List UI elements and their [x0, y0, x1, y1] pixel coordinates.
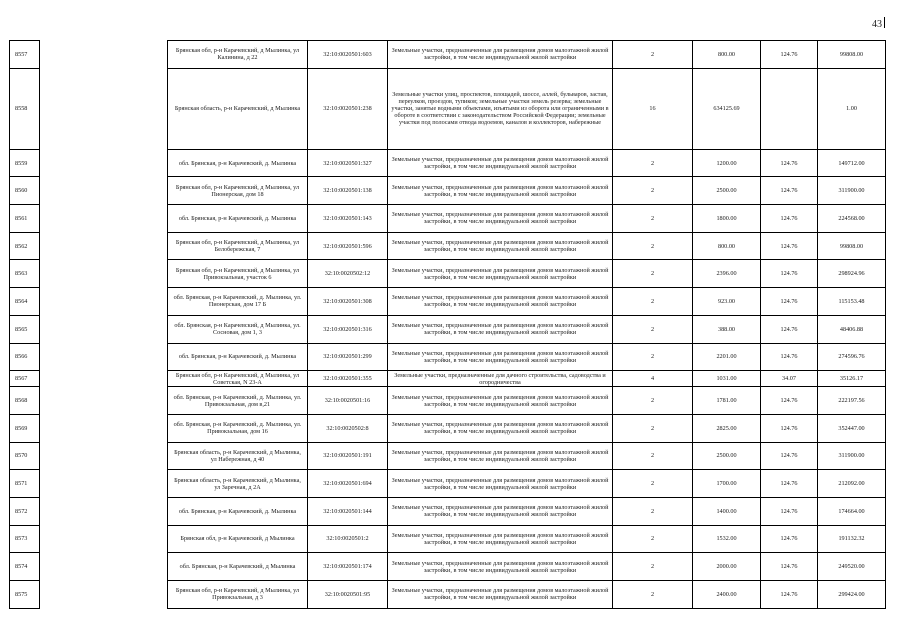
- cell-specific-value: 124.76: [761, 470, 818, 498]
- cell-land-use: Земельные участки, предназначенные для размещения домов малоэтажной жилой застройки, в том числе индивидуальной жилой застройки: [388, 260, 613, 288]
- page-number: [872, 17, 885, 31]
- cell-cadastral-value: 35126.17: [818, 371, 886, 387]
- cell-cadastral-value: 311900.00: [818, 177, 886, 205]
- cell-area: 923.00: [693, 288, 761, 316]
- cell-spacer: [40, 414, 168, 442]
- cell-group: 2: [613, 442, 693, 470]
- cell-cadastral-value: 298924.96: [818, 260, 886, 288]
- cell-group: 16: [613, 68, 693, 149]
- cell-row-number: 8571: [10, 470, 40, 498]
- cell-cadastral-number: 32:10:0020501:174: [308, 553, 388, 581]
- cell-cadastral-number: 32:10:0020501:299: [308, 343, 388, 371]
- cell-land-use: Земельные участки, предназначенные для дачного строительства, садоводства и огородничества: [388, 371, 613, 387]
- cell-area: 1800.00: [693, 205, 761, 233]
- cell-land-use: Земельные участки, предназначенные для размещения домов малоэтажной жилой застройки, в том числе индивидуальной жилой застройки: [388, 177, 613, 205]
- cell-group: 2: [613, 414, 693, 442]
- table-row: [10, 232, 886, 260]
- cell-area: 2825.00: [693, 414, 761, 442]
- cell-cadastral-number: 32:10:0020501:95: [308, 581, 388, 609]
- table-row: [10, 177, 886, 205]
- cell-specific-value: 124.76: [761, 232, 818, 260]
- cell-spacer: [40, 260, 168, 288]
- cell-row-number: 8560: [10, 177, 40, 205]
- cell-address: Брянская область, р-н Карачевский, д Мылинка, ул Набережная, д 40: [168, 442, 308, 470]
- cell-spacer: [40, 387, 168, 415]
- cell-land-use: Земельные участки, предназначенные для размещения домов малоэтажной жилой застройки, в том числе индивидуальной жилой застройки: [388, 288, 613, 316]
- cell-group: 2: [613, 177, 693, 205]
- cell-area: 2201.00: [693, 343, 761, 371]
- cell-spacer: [40, 68, 168, 149]
- cell-land-use: Земельные участки, предназначенные для размещения домов малоэтажной жилой застройки, в том числе индивидуальной жилой застройки: [388, 387, 613, 415]
- cell-row-number: 8575: [10, 581, 40, 609]
- cell-spacer: [40, 553, 168, 581]
- table-row: [10, 525, 886, 553]
- table-row: [10, 414, 886, 442]
- table-body: [10, 41, 886, 609]
- cell-land-use: Земельные участки, предназначенные для размещения домов малоэтажной жилой застройки, в том числе индивидуальной жилой застройки: [388, 315, 613, 343]
- cell-specific-value: 34.07: [761, 371, 818, 387]
- table-row: [10, 288, 886, 316]
- cell-address: Брянская область, р-н Карачевский, д Мылинка, ул Заречная, д 2А: [168, 470, 308, 498]
- cell-row-number: 8558: [10, 68, 40, 149]
- cell-specific-value: 124.76: [761, 315, 818, 343]
- cell-address: обл. Брянская, р-н Карачевский, д. Мылинка: [168, 343, 308, 371]
- cell-area: 2500.00: [693, 442, 761, 470]
- cell-row-number: 8564: [10, 288, 40, 316]
- cell-group: 2: [613, 315, 693, 343]
- cell-address: Брянская обл, р-н Карачевский, д Мылинка, ул Калинина, д 22: [168, 41, 308, 69]
- cell-land-use: Земельные участки, предназначенные для размещения домов малоэтажной жилой застройки, в том числе индивидуальной жилой застройки: [388, 581, 613, 609]
- cell-group: 2: [613, 343, 693, 371]
- cell-cadastral-value: 311900.00: [818, 442, 886, 470]
- cell-spacer: [40, 497, 168, 525]
- table-row: [10, 68, 886, 149]
- cell-group: 2: [613, 525, 693, 553]
- cell-address: Брянская обл, р-н Карачевский, д Мылинка: [168, 525, 308, 553]
- table-row: [10, 581, 886, 609]
- cell-spacer: [40, 371, 168, 387]
- table-row: [10, 470, 886, 498]
- cell-cadastral-number: 32:10:0020501:355: [308, 371, 388, 387]
- cell-address: Брянская область, р-н Карачевский, д Мылинка: [168, 68, 308, 149]
- cell-cadastral-number: 32:10:0020501:16: [308, 387, 388, 415]
- cell-spacer: [40, 315, 168, 343]
- cell-land-use: Земельные участки, предназначенные для размещения домов малоэтажной жилой застройки, в том числе индивидуальной жилой застройки: [388, 414, 613, 442]
- cell-cadastral-number: 32:10:0020501:2: [308, 525, 388, 553]
- cell-cadastral-value: 99808.00: [818, 41, 886, 69]
- cell-group: 2: [613, 232, 693, 260]
- cadastral-value-table: [9, 40, 886, 609]
- cell-row-number: 8568: [10, 387, 40, 415]
- cell-row-number: 8562: [10, 232, 40, 260]
- cell-spacer: [40, 41, 168, 69]
- cell-cadastral-value: 299424.00: [818, 581, 886, 609]
- cell-area: 2396.00: [693, 260, 761, 288]
- cell-row-number: 8569: [10, 414, 40, 442]
- cell-spacer: [40, 442, 168, 470]
- cell-cadastral-number: 32:10:0020501:327: [308, 149, 388, 177]
- table-row: [10, 371, 886, 387]
- cell-cadastral-number: 32:10:0020501:596: [308, 232, 388, 260]
- cell-land-use: Земельные участки, предназначенные для размещения домов малоэтажной жилой застройки, в том числе индивидуальной жилой застройки: [388, 442, 613, 470]
- cell-address: обл. Брянская, р-н Карачевский, д. Мылинка: [168, 497, 308, 525]
- cell-cadastral-value: 222197.56: [818, 387, 886, 415]
- cell-specific-value: 124.76: [761, 525, 818, 553]
- cell-row-number: 8561: [10, 205, 40, 233]
- cell-specific-value: 124.76: [761, 553, 818, 581]
- cell-land-use: Земельные участки, предназначенные для размещения домов малоэтажной жилой застройки, в том числе индивидуальной жилой застройки: [388, 553, 613, 581]
- cell-address: обл. Брянская, р-н Карачевский, д. Мылинка, ул. Пионерская, дом 17 Б: [168, 288, 308, 316]
- cell-row-number: 8570: [10, 442, 40, 470]
- cell-land-use: Земельные участки, предназначенные для размещения домов малоэтажной жилой застройки, в том числе индивидуальной жилой застройки: [388, 41, 613, 69]
- cell-row-number: 8557: [10, 41, 40, 69]
- cell-spacer: [40, 149, 168, 177]
- cell-group: 2: [613, 149, 693, 177]
- cell-cadastral-number: 32:10:0020501:316: [308, 315, 388, 343]
- cell-address: Брянская обл, р-н Карачевский, д Мылинка, ул Белобережская, 7: [168, 232, 308, 260]
- table-row: [10, 205, 886, 233]
- page-number-text: 43: [872, 19, 882, 30]
- cell-specific-value: 124.76: [761, 41, 818, 69]
- table-row: [10, 343, 886, 371]
- cell-specific-value: 124.76: [761, 387, 818, 415]
- cell-group: 2: [613, 387, 693, 415]
- cell-group: 2: [613, 260, 693, 288]
- cell-cadastral-value: 224568.00: [818, 205, 886, 233]
- cell-spacer: [40, 288, 168, 316]
- cell-cadastral-number: 32:10:0020501:603: [308, 41, 388, 69]
- cell-cadastral-value: 1.00: [818, 68, 886, 149]
- cell-cadastral-number: 32:10:0020501:308: [308, 288, 388, 316]
- cell-area: 1200.00: [693, 149, 761, 177]
- table-row: [10, 315, 886, 343]
- cell-area: 2500.00: [693, 177, 761, 205]
- cell-row-number: 8567: [10, 371, 40, 387]
- cell-spacer: [40, 205, 168, 233]
- cell-specific-value: [761, 68, 818, 149]
- cell-specific-value: 124.76: [761, 177, 818, 205]
- cell-cadastral-value: 274596.76: [818, 343, 886, 371]
- cell-spacer: [40, 177, 168, 205]
- cell-address: Брянская обл, р-н Карачевский, д Мылинка, ул Советская, N 23-А: [168, 371, 308, 387]
- cell-land-use: Земельные участки, предназначенные для размещения домов малоэтажной жилой застройки, в том числе индивидуальной жилой застройки: [388, 525, 613, 553]
- cell-group: 2: [613, 553, 693, 581]
- cell-land-use: Земельные участки, предназначенные для размещения домов малоэтажной жилой застройки, в том числе индивидуальной жилой застройки: [388, 470, 613, 498]
- cell-cadastral-value: 212092.00: [818, 470, 886, 498]
- table-row: [10, 149, 886, 177]
- cell-group: 2: [613, 205, 693, 233]
- cell-row-number: 8572: [10, 497, 40, 525]
- cell-land-use: Земельные участки, предназначенные для размещения домов малоэтажной жилой застройки, в том числе индивидуальной жилой застройки: [388, 205, 613, 233]
- cell-spacer: [40, 343, 168, 371]
- cell-area: 800.00: [693, 232, 761, 260]
- cell-cadastral-value: 48406.88: [818, 315, 886, 343]
- cell-group: 2: [613, 288, 693, 316]
- cell-address: обл. Брянская, р-н Карачевский, д. Мылинка, ул. Привокзальная, дом в,21: [168, 387, 308, 415]
- cell-cadastral-number: 32:10:0020501:144: [308, 497, 388, 525]
- cell-area: 1400.00: [693, 497, 761, 525]
- cell-address: Брянская обл, р-н Карачевский, д Мылинка, ул Привокзальная, д 3: [168, 581, 308, 609]
- cell-row-number: 8563: [10, 260, 40, 288]
- cell-address: обл. Брянская, р-н Карачевский, д Мылинка, ул. Сосновая, дом 1, 3: [168, 315, 308, 343]
- cell-specific-value: 124.76: [761, 260, 818, 288]
- cell-address: обл. Брянская, р-н Карачевский, д. Мылинка, ул. Привокзальная, дом 16: [168, 414, 308, 442]
- cell-cadastral-number: 32:10:0020501:143: [308, 205, 388, 233]
- cell-specific-value: 124.76: [761, 288, 818, 316]
- cell-cadastral-value: 99808.00: [818, 232, 886, 260]
- cell-spacer: [40, 232, 168, 260]
- table-row: [10, 41, 886, 69]
- cell-row-number: 8559: [10, 149, 40, 177]
- cell-group: 2: [613, 470, 693, 498]
- table-row: [10, 553, 886, 581]
- cell-address: обл. Брянская, р-н Карачевский, д Мылинка: [168, 553, 308, 581]
- cell-specific-value: 124.76: [761, 497, 818, 525]
- cell-group: 4: [613, 371, 693, 387]
- cell-cadastral-number: 32:10:0020502:12: [308, 260, 388, 288]
- cell-land-use: Земельные участки, предназначенные для размещения домов малоэтажной жилой застройки, в том числе индивидуальной жилой застройки: [388, 232, 613, 260]
- cell-area: 1700.00: [693, 470, 761, 498]
- cell-cadastral-value: 191132.32: [818, 525, 886, 553]
- cell-address: Брянская обл, р-н Карачевский, д Мылинка, ул Пионерская, дом 18: [168, 177, 308, 205]
- cell-address: обл. Брянская, р-н Карачевский, д. Мылинка: [168, 149, 308, 177]
- cell-address: обл. Брянская, р-н Карачевский, д. Мылинка: [168, 205, 308, 233]
- cell-row-number: 8573: [10, 525, 40, 553]
- cell-land-use: Земельные участки улиц, проспектов, площадей, шоссе, аллей, бульваров, застав, переулков, проездов, тупиков; земельные участки земель резерва; земельные участки, занятые водными объектами, изъятыми из оборота или ограниченными в обороте в соответствии с законодательством Российской Федерации; земельные участки под полосами отвода водоемов, каналов и коллекторов, набережные: [388, 68, 613, 149]
- cell-area: 1031.00: [693, 371, 761, 387]
- table-row: [10, 260, 886, 288]
- cell-area: 1532.00: [693, 525, 761, 553]
- cell-specific-value: 124.76: [761, 343, 818, 371]
- cell-cadastral-number: 32:10:0020501:138: [308, 177, 388, 205]
- cell-row-number: 8574: [10, 553, 40, 581]
- cell-cadastral-number: 32:10:0020501:238: [308, 68, 388, 149]
- table-row: [10, 387, 886, 415]
- table-row: [10, 497, 886, 525]
- cell-group: 2: [613, 497, 693, 525]
- page-number-bar: [884, 17, 885, 28]
- cell-specific-value: 124.76: [761, 149, 818, 177]
- cell-land-use: Земельные участки, предназначенные для размещения домов малоэтажной жилой застройки, в том числе индивидуальной жилой застройки: [388, 343, 613, 371]
- cell-land-use: Земельные участки, предназначенные для размещения домов малоэтажной жилой застройки, в том числе индивидуальной жилой застройки: [388, 149, 613, 177]
- cell-address: Брянская обл, р-н Карачевский, д Мылинка, ул Привокзальная, участок 6: [168, 260, 308, 288]
- cell-group: 2: [613, 41, 693, 69]
- cell-spacer: [40, 581, 168, 609]
- cell-area: 634125.69: [693, 68, 761, 149]
- cell-spacer: [40, 470, 168, 498]
- cell-row-number: 8565: [10, 315, 40, 343]
- cell-cadastral-number: 32:10:0020501:694: [308, 470, 388, 498]
- cell-specific-value: 124.76: [761, 581, 818, 609]
- table-row: [10, 442, 886, 470]
- cell-specific-value: 124.76: [761, 205, 818, 233]
- cell-cadastral-value: 174664.00: [818, 497, 886, 525]
- cell-area: 2400.00: [693, 581, 761, 609]
- cell-cadastral-value: 115153.48: [818, 288, 886, 316]
- cell-cadastral-number: 32:10:0020502:8: [308, 414, 388, 442]
- cell-area: 2000.00: [693, 553, 761, 581]
- cell-cadastral-number: 32:10:0020501:191: [308, 442, 388, 470]
- cell-specific-value: 124.76: [761, 442, 818, 470]
- cell-cadastral-value: 249520.00: [818, 553, 886, 581]
- cell-cadastral-value: 149712.00: [818, 149, 886, 177]
- cell-group: 2: [613, 581, 693, 609]
- cell-land-use: Земельные участки, предназначенные для размещения домов малоэтажной жилой застройки, в том числе индивидуальной жилой застройки: [388, 497, 613, 525]
- cell-area: 800.00: [693, 41, 761, 69]
- cell-area: 1781.00: [693, 387, 761, 415]
- cell-row-number: 8566: [10, 343, 40, 371]
- cell-spacer: [40, 525, 168, 553]
- cell-specific-value: 124.76: [761, 414, 818, 442]
- cell-area: 388.00: [693, 315, 761, 343]
- cell-cadastral-value: 352447.00: [818, 414, 886, 442]
